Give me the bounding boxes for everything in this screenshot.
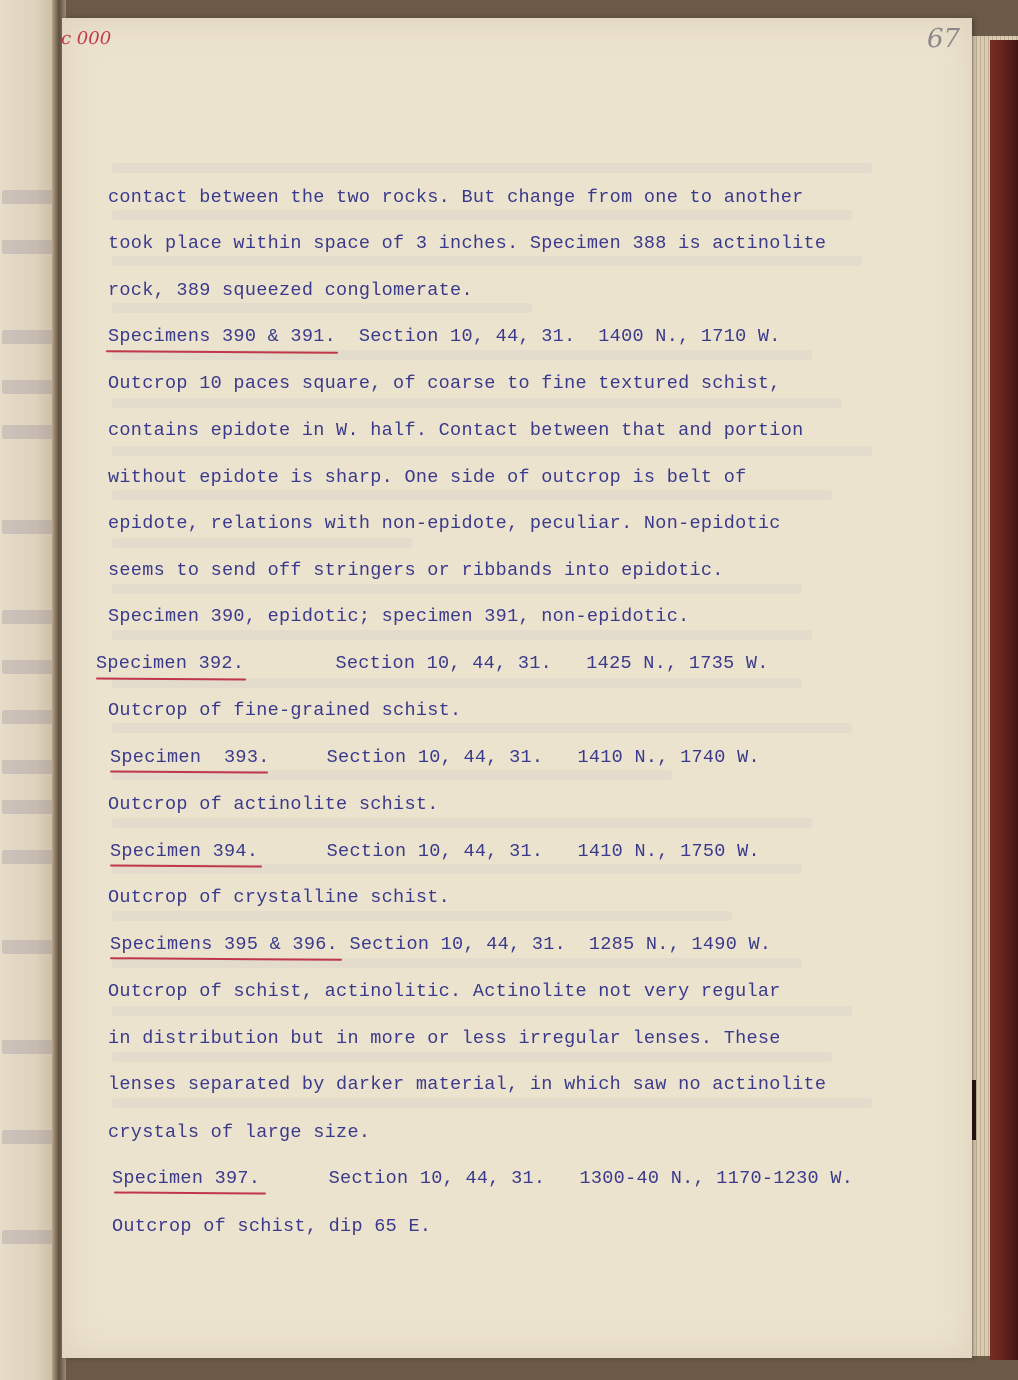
text-line: crystals of large size. bbox=[108, 1122, 371, 1143]
text-line: in distribution but in more or less irregular lenses. These bbox=[108, 1028, 781, 1049]
book-cover-edge bbox=[990, 40, 1018, 1360]
specimen-heading: Specimens 395 & 396. Section 10, 44, 31. 1285 N., 1490 W. bbox=[110, 934, 772, 955]
text-line: Outcrop of schist, actinolitic. Actinolite not very regular bbox=[108, 981, 781, 1002]
text-line: Outcrop of schist, dip 65 E. bbox=[112, 1216, 432, 1237]
specimen-heading: Specimen 393. Section 10, 44, 31. 1410 N., 1740 W. bbox=[110, 747, 760, 768]
text-line: seems to send off stringers or ribbands into epidotic. bbox=[108, 560, 724, 581]
text-line: contact between the two rocks. But change from one to another bbox=[108, 187, 804, 208]
specimen-heading: Specimen 397. Section 10, 44, 31. 1300-40 N., 1170-1230 W. bbox=[112, 1168, 854, 1189]
specimen-heading: Specimens 390 & 391. Section 10, 44, 31. 1400 N., 1710 W. bbox=[108, 326, 781, 347]
text-line: without epidote is sharp. One side of outcrop is belt of bbox=[108, 467, 747, 488]
notebook-page bbox=[62, 18, 972, 1358]
text-line: Outcrop 10 paces square, of coarse to fine textured schist, bbox=[108, 373, 781, 394]
facing-page-edge bbox=[0, 0, 60, 1380]
text-line: epidote, relations with non-epidote, peculiar. Non-epidotic bbox=[108, 513, 781, 534]
text-line: Specimen 390, epidotic; specimen 391, non-epidotic. bbox=[108, 606, 690, 627]
text-line: Outcrop of crystalline schist. bbox=[108, 887, 451, 908]
text-line: rock, 389 squeezed conglomerate. bbox=[108, 280, 473, 301]
corner-annotation: c 000 bbox=[61, 28, 112, 49]
text-line: lenses separated by darker material, in which saw no actinolite bbox=[108, 1074, 827, 1095]
specimen-heading: Specimen 394. Section 10, 44, 31. 1410 N., 1750 W. bbox=[110, 841, 760, 862]
specimen-heading: Specimen 392. Section 10, 44, 31. 1425 N., 1735 W. bbox=[96, 653, 769, 674]
text-line: Outcrop of actinolite schist. bbox=[108, 794, 439, 815]
page-number: 67 bbox=[927, 24, 961, 54]
text-line: Outcrop of fine-grained schist. bbox=[108, 700, 462, 721]
text-line: took place within space of 3 inches. Specimen 388 is actinolite bbox=[108, 233, 827, 254]
text-line: contains epidote in W. half. Contact between that and portion bbox=[108, 420, 804, 441]
